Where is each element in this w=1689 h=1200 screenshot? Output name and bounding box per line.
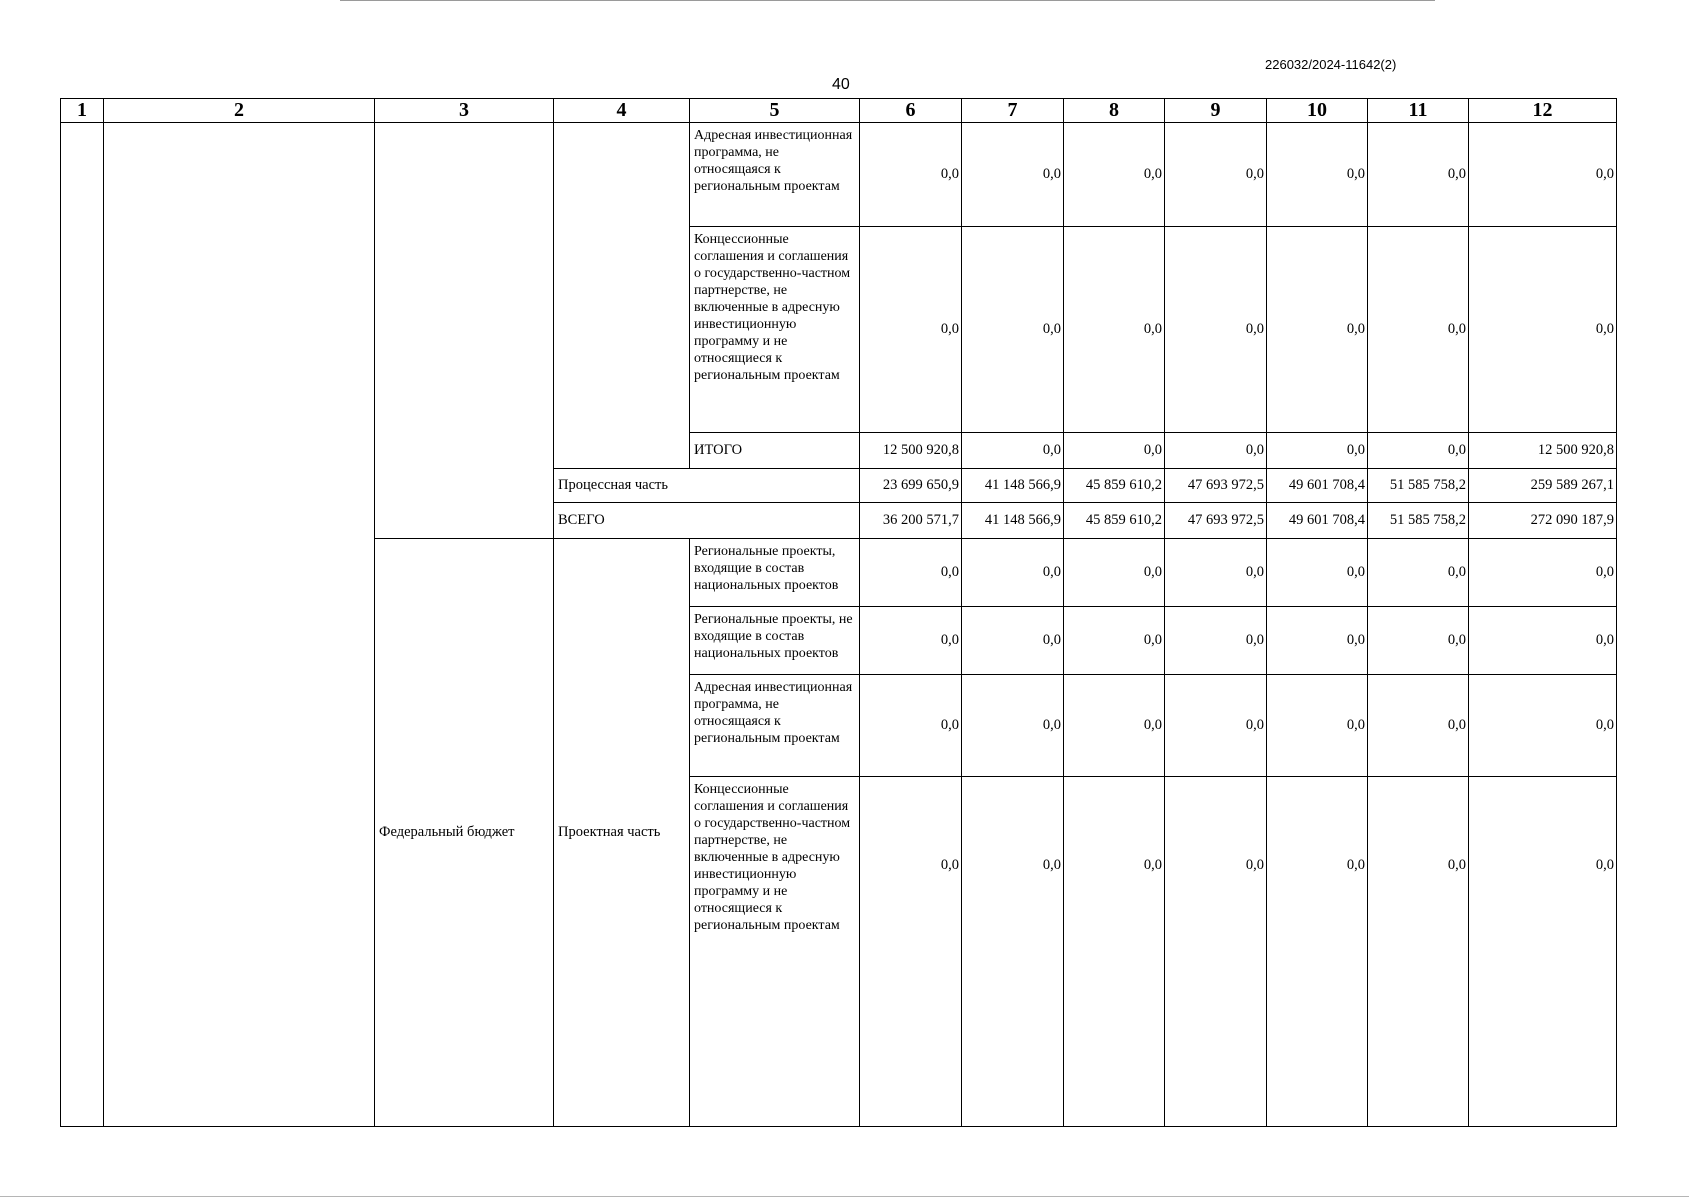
- value-cell: 272 090 187,9: [1469, 503, 1617, 539]
- value-cell: 0,0: [962, 123, 1064, 227]
- row-label: Региональные проекты, не входящие в состав национальных проектов: [690, 607, 860, 675]
- value-cell: 23 699 650,9: [860, 469, 962, 503]
- value-cell: 0,0: [1469, 675, 1617, 777]
- value-cell: 0,0: [1469, 777, 1617, 1127]
- project-part-label: Проектная часть: [554, 539, 690, 1127]
- value-cell: 0,0: [1064, 539, 1165, 607]
- col-header-6: 6: [860, 99, 962, 123]
- col-header-12: 12: [1469, 99, 1617, 123]
- value-cell: 41 148 566,9: [962, 469, 1064, 503]
- value-cell: 0,0: [1469, 227, 1617, 433]
- value-cell: 0,0: [1368, 227, 1469, 433]
- value-cell: 0,0: [1165, 227, 1267, 433]
- value-cell: 0,0: [1165, 539, 1267, 607]
- row-label: ИТОГО: [690, 433, 860, 469]
- value-cell: 0,0: [1165, 433, 1267, 469]
- value-cell: 51 585 758,2: [1368, 469, 1469, 503]
- value-cell: 0,0: [1267, 539, 1368, 607]
- document-id: 226032/2024-11642(2): [1265, 57, 1397, 72]
- row-label: Региональные проекты, входящие в состав национальных проектов: [690, 539, 860, 607]
- row-label: Адресная инвестиционная программа, не относящаяся к региональным проектам: [690, 123, 860, 227]
- value-cell: 0,0: [1368, 675, 1469, 777]
- value-cell: 0,0: [1165, 777, 1267, 1127]
- value-cell: 0,0: [1368, 539, 1469, 607]
- value-cell: 49 601 708,4: [1267, 503, 1368, 539]
- value-cell: 0,0: [860, 777, 962, 1127]
- col-header-2: 2: [104, 99, 375, 123]
- value-cell: 0,0: [1267, 675, 1368, 777]
- value-cell: 0,0: [1267, 433, 1368, 469]
- cell-col3-upper: [375, 123, 554, 539]
- page-number: 40: [832, 76, 850, 93]
- col-header-8: 8: [1064, 99, 1165, 123]
- col-header-10: 10: [1267, 99, 1368, 123]
- value-cell: 51 585 758,2: [1368, 503, 1469, 539]
- value-cell: 0,0: [1469, 607, 1617, 675]
- value-cell: 45 859 610,2: [1064, 503, 1165, 539]
- value-cell: 0,0: [1368, 607, 1469, 675]
- header-row: [61, 99, 1617, 123]
- value-cell: 47 693 972,5: [1165, 469, 1267, 503]
- row-label: Адресная инвестиционная программа, не относящаяся к региональным проектам: [690, 675, 860, 777]
- col-header-5: 5: [690, 99, 860, 123]
- value-cell: 0,0: [860, 123, 962, 227]
- value-cell: 0,0: [1267, 607, 1368, 675]
- value-cell: 45 859 610,2: [1064, 469, 1165, 503]
- scan-edge-line: [0, 1196, 1689, 1197]
- value-cell: 0,0: [962, 227, 1064, 433]
- value-cell: 41 148 566,9: [962, 503, 1064, 539]
- value-cell: 0,0: [1368, 433, 1469, 469]
- budget-table: [60, 98, 1617, 1127]
- table-row: [61, 123, 1617, 227]
- cell-col1: [61, 123, 104, 1127]
- row-label: Процессная часть: [554, 469, 860, 503]
- value-cell: 0,0: [860, 607, 962, 675]
- col-header-9: 9: [1165, 99, 1267, 123]
- col-header-11: 11: [1368, 99, 1469, 123]
- value-cell: 0,0: [860, 675, 962, 777]
- value-cell: 36 200 571,7: [860, 503, 962, 539]
- value-cell: 0,0: [1064, 675, 1165, 777]
- value-cell: 0,0: [1368, 123, 1469, 227]
- value-cell: 0,0: [860, 539, 962, 607]
- value-cell: 0,0: [1165, 607, 1267, 675]
- value-cell: 47 693 972,5: [1165, 503, 1267, 539]
- row-label: ВСЕГО: [554, 503, 860, 539]
- value-cell: 49 601 708,4: [1267, 469, 1368, 503]
- cell-col4-upper: [554, 123, 690, 469]
- value-cell: 0,0: [1064, 433, 1165, 469]
- value-cell: 259 589 267,1: [1469, 469, 1617, 503]
- value-cell: 0,0: [962, 675, 1064, 777]
- value-cell: 0,0: [1165, 675, 1267, 777]
- value-cell: 0,0: [1165, 123, 1267, 227]
- value-cell: 0,0: [1469, 123, 1617, 227]
- value-cell: 0,0: [1267, 227, 1368, 433]
- value-cell: 12 500 920,8: [1469, 433, 1617, 469]
- cell-col2: [104, 123, 375, 1127]
- value-cell: 12 500 920,8: [860, 433, 962, 469]
- col-header-3: 3: [375, 99, 554, 123]
- value-cell: 0,0: [1469, 539, 1617, 607]
- value-cell: 0,0: [962, 777, 1064, 1127]
- value-cell: 0,0: [1064, 123, 1165, 227]
- value-cell: 0,0: [1064, 607, 1165, 675]
- row-label: Концессионные соглашения и соглашения о государственно-частном партнерстве, не включенные в адресную инвестиционную программу и не относящиеся к региональным проектам: [690, 777, 860, 1127]
- value-cell: 0,0: [962, 607, 1064, 675]
- value-cell: 0,0: [1064, 227, 1165, 433]
- value-cell: 0,0: [1064, 777, 1165, 1127]
- value-cell: 0,0: [860, 227, 962, 433]
- federal-budget-label: Федеральный бюджет: [375, 539, 554, 1127]
- col-header-4: 4: [554, 99, 690, 123]
- value-cell: 0,0: [1368, 777, 1469, 1127]
- value-cell: 0,0: [1267, 123, 1368, 227]
- value-cell: 0,0: [962, 539, 1064, 607]
- value-cell: 0,0: [1267, 777, 1368, 1127]
- scan-artifact-line: [340, 0, 1435, 1]
- row-label: Концессионные соглашения и соглашения о государственно-частном партнерстве, не включенные в адресную инвестиционную программу и не относящиеся к региональным проектам: [690, 227, 860, 433]
- value-cell: 0,0: [962, 433, 1064, 469]
- col-header-7: 7: [962, 99, 1064, 123]
- col-header-1: 1: [61, 99, 104, 123]
